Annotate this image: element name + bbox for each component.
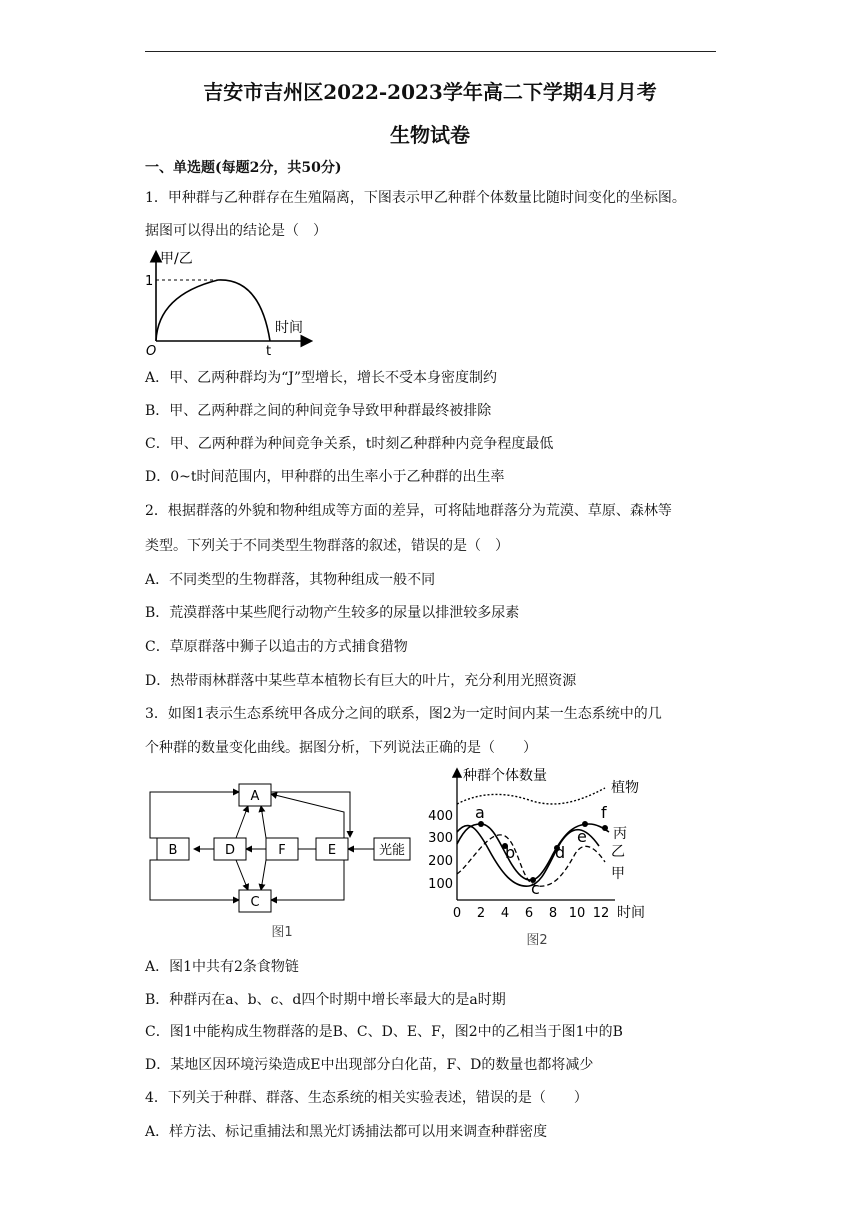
top-rule	[145, 51, 716, 52]
fig2-label-jia: 甲	[611, 866, 625, 882]
q1-origin: O	[146, 344, 157, 359]
q1-option-d: D．0~t时间范围内，甲种群的出生率小于乙种群的出生率	[145, 469, 505, 485]
page-title: 吉安市吉州区2022-2023学年高二下学期4月月考	[203, 80, 657, 104]
q3-option-d: D．某地区因环境污染造成E中出现部分白化苗，F、D的数量也都将减少	[145, 1057, 594, 1073]
fig2-y-tick-200: 200	[428, 854, 453, 869]
fig2-y-label: 种群个体数量	[463, 768, 547, 784]
q3-option-b: B．种群丙在a、b、c、d四个时期中增长率最大的是a时期	[145, 992, 506, 1008]
fig2-label-bing: 丙	[613, 826, 627, 842]
q3-fig2-population-graph	[425, 762, 665, 947]
q1-y-tick: 1	[145, 274, 154, 289]
q3-option-a: A．图1中共有2条食物链	[145, 959, 299, 975]
q1-x-label: 时间	[275, 320, 303, 336]
fig2-label-yi: 乙	[611, 844, 625, 860]
fig2-x-tick-10: 10	[568, 906, 586, 921]
fig2-point-d: d	[555, 843, 566, 862]
fig2-y-tick-100: 100	[428, 877, 453, 892]
fig2-point-f: f	[601, 803, 607, 822]
fig2-x-tick-0: 0	[452, 906, 462, 921]
fig1-node-d: D	[224, 843, 236, 858]
fig1-light-energy: 光能	[378, 843, 406, 858]
fig2-y-tick-400: 400	[428, 809, 453, 824]
q3-stem-line1: 3．如图1表示生态系统甲各成分之间的联系，图2为一定时间内某一生态系统中的几	[145, 706, 662, 722]
fig2-label-plant: 植物	[611, 780, 639, 796]
q2-stem-line1: 2．根据群落的外貌和物种组成等方面的差异，可将陆地群落分为荒漠、草原、森林等	[145, 503, 672, 519]
q3-fig1-ecosystem-diagram	[144, 782, 424, 942]
fig2-point-b: b	[505, 843, 516, 862]
q2-option-b: B．荒漠群落中某些爬行动物产生较多的尿量以排泄较多尿素	[145, 605, 520, 621]
fig2-point-e: e	[577, 827, 587, 846]
fig2-x-tick-12: 12	[592, 906, 610, 921]
fig2-point-c: c	[531, 879, 540, 898]
q1-x-tick: t	[266, 344, 272, 359]
q1-ratio-graph	[140, 245, 320, 360]
q2-option-a: A．不同类型的生物群落，其物种组成一般不同	[145, 572, 436, 588]
fig1-node-a: A	[250, 789, 260, 804]
q2-option-c: C．草原群落中狮子以追击的方式捕食猎物	[145, 639, 408, 655]
q1-stem-line2: 据图可以得出的结论是（ ）	[145, 223, 327, 239]
page-subtitle: 生物试卷	[390, 123, 470, 147]
q3-option-c: C．图1中能构成生物群落的是B、C、D、E、F，图2中的乙相当于图1中的B	[145, 1024, 623, 1040]
q4-option-a: A．样方法、标记重捕法和黑光灯诱捕法都可以用来调查种群密度	[145, 1124, 548, 1140]
fig1-node-c: C	[250, 895, 260, 910]
fig2-x-tick-2: 2	[476, 906, 486, 921]
fig2-x-tick-4: 4	[500, 906, 510, 921]
q1-option-b: B．甲、乙两种群之间的种间竞争导致甲种群最终被排除	[145, 403, 492, 419]
q2-option-d: D．热带雨林群落中某些草本植物长有巨大的叶片，充分利用光照资源	[145, 673, 577, 689]
fig1-node-b: B	[168, 843, 178, 858]
q1-option-c: C．甲、乙两种群为种间竞争关系，t时刻乙种群种内竞争程度最低	[145, 436, 554, 452]
fig2-x-tick-6: 6	[524, 906, 534, 921]
q1-option-a: A．甲、乙两种群均为“J”型增长，增长不受本身密度制约	[145, 370, 498, 386]
fig2-point-a: a	[475, 803, 485, 822]
q4-stem: 4．下列关于种群、群落、生态系统的相关实验表述，错误的是（ ）	[145, 1090, 588, 1106]
fig1-caption: 图1	[271, 925, 293, 940]
q1-stem-line1: 1．甲种群与乙种群存在生殖隔离，下图表示甲乙种群个体数量比随时间变化的坐标图。	[145, 190, 686, 206]
fig1-node-e: E	[327, 843, 337, 858]
q2-stem-line2: 类型。下列关于不同类型生物群落的叙述，错误的是（ ）	[145, 538, 509, 554]
fig1-node-f: F	[278, 843, 286, 858]
section-heading: 一、单选题(每题2分，共50分)	[145, 160, 342, 176]
fig2-y-tick-300: 300	[428, 831, 453, 846]
q1-curve	[156, 280, 270, 341]
fig2-caption: 图2	[526, 933, 548, 947]
fig2-series-plant	[457, 788, 605, 804]
q1-y-label: 甲/乙	[160, 251, 193, 267]
fig2-x-label: 时间	[617, 905, 645, 921]
q3-stem-line2: 个种群的数量变化曲线。据图分析，下列说法正确的是（ ）	[145, 740, 537, 756]
fig2-x-tick-8: 8	[548, 906, 558, 921]
